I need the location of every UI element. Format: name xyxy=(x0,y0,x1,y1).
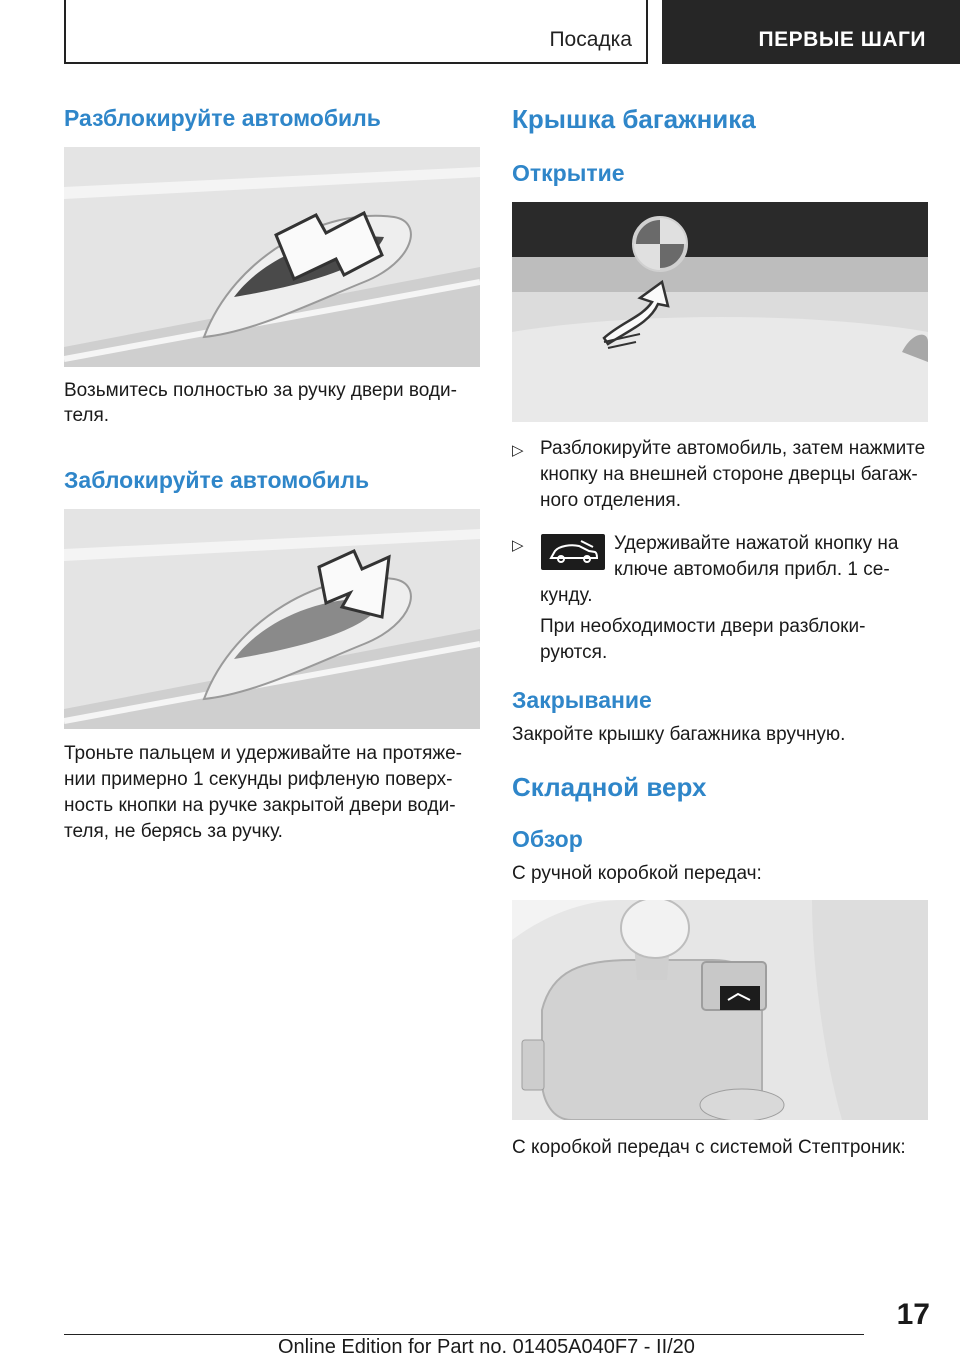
step2-line-1: Удерживайте нажатой кнопку на xyxy=(614,533,899,554)
close-heading: Закрывание xyxy=(512,687,652,713)
trunk-heading: Крышка багажника xyxy=(512,104,756,134)
close-text: Закройте крышку багажника вручную. xyxy=(512,724,846,745)
lock-text-line-3: ность кнопки на ручке закрытой двери води- xyxy=(64,795,456,816)
lock-text-line-1: Троньте пальцем и удерживайте на протяже- xyxy=(64,743,462,764)
step2-note-line-1: При необходимости двери разблоки- xyxy=(540,616,866,637)
bullet-marker: ▷ xyxy=(512,537,524,554)
overview-heading: Обзор xyxy=(512,826,583,852)
open-heading: Открытие xyxy=(512,160,625,186)
unlock-text-line-1: Возьмитесь полностью за ручку двери води- xyxy=(64,380,457,401)
header-section-tab xyxy=(64,0,648,64)
door-handle-unlock-image xyxy=(64,147,480,367)
bullet-marker: ▷ xyxy=(512,442,524,459)
page-number: 17 xyxy=(896,1298,930,1331)
header-chapter-label: ПЕРВЫЕ ШАГИ xyxy=(758,28,926,51)
step2-line-2: ключе автомобиля прибл. 1 се- xyxy=(614,559,890,580)
steptronic-text: С коробкой передач с системой Стептроник: xyxy=(512,1137,906,1158)
lock-heading: Заблокируйте автомобиль xyxy=(64,467,370,493)
roof-button-icon xyxy=(720,986,760,1010)
footer-edition: Online Edition for Part no. 01405A040F7 - II/20 xyxy=(278,1336,695,1358)
footer-divider xyxy=(64,1334,864,1335)
header-chapter-tab xyxy=(662,0,960,64)
step1-line-1: Разблокируйте автомобиль, затем нажмите xyxy=(540,438,926,459)
step2-line-3: кунду. xyxy=(540,585,593,606)
trunk-button-image xyxy=(512,202,928,422)
unlock-text-line-2: теля. xyxy=(64,405,110,426)
header-section-label: Посадка xyxy=(549,28,632,51)
door-handle-lock-image xyxy=(64,509,480,729)
manual-gearbox-text: С ручной коробкой передач: xyxy=(512,863,762,884)
step2-note-line-2: руются. xyxy=(540,642,608,663)
lock-text-line-2: нии примерно 1 секунды рифленую поверх- xyxy=(64,769,453,790)
roof-heading: Складной верх xyxy=(512,772,707,802)
lock-text-line-4: теля, не берясь за ручку. xyxy=(64,821,283,842)
manual-gearbox-console-image xyxy=(512,900,928,1120)
step1-line-2: кнопку на внешней стороне дверцы багаж- xyxy=(540,464,918,485)
step1-line-3: ного отделения. xyxy=(540,490,681,511)
trunk-car-icon xyxy=(541,534,605,570)
unlock-heading: Разблокируйте автомобиль xyxy=(64,105,381,131)
